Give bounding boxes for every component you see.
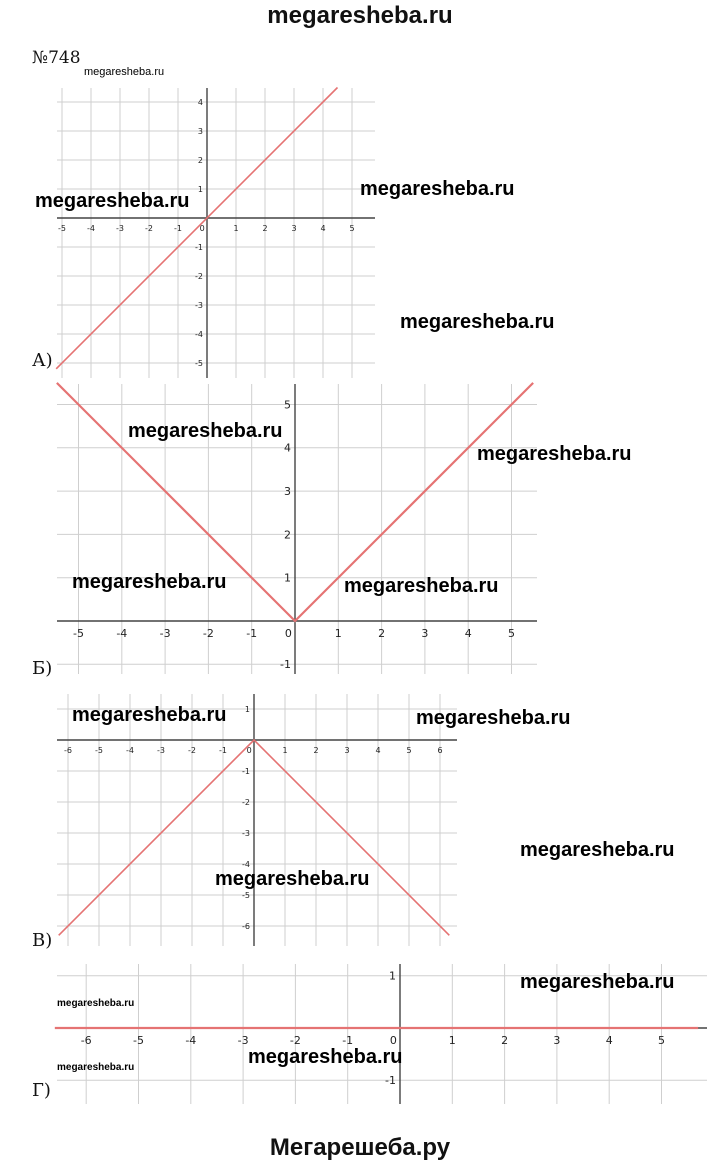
- x-tick-label: 2: [262, 224, 268, 233]
- x-tick-label: -4: [87, 224, 95, 233]
- y-tick-label: 1: [389, 969, 396, 983]
- watermark: megaresheba.ru: [400, 311, 555, 333]
- watermark: megaresheba.ru: [248, 1046, 403, 1068]
- watermark: megaresheba.ru: [360, 178, 515, 200]
- problem-number: №748: [32, 48, 81, 68]
- x-tick-label: -6: [64, 746, 72, 755]
- x-tick-label: -1: [219, 746, 227, 755]
- y-tick-label: 2: [284, 528, 291, 542]
- x-tick-label: -2: [202, 627, 214, 640]
- y-tick-label: -3: [242, 828, 250, 838]
- x-tick-label: 3: [291, 224, 297, 233]
- x-tick-label: -2: [289, 1034, 301, 1047]
- x-tick-label: 5: [508, 627, 515, 640]
- x-tick-label: -2: [145, 224, 153, 233]
- watermark: megaresheba.ru: [57, 998, 135, 1009]
- chart-b-label: Б): [32, 658, 53, 679]
- x-tick-label: 3: [421, 627, 429, 640]
- x-tick-label: 1: [282, 746, 288, 755]
- chart-d-label: Г): [32, 1080, 51, 1101]
- watermark: megaresheba.ru: [84, 66, 165, 78]
- watermark: megaresheba.ru: [416, 707, 571, 729]
- y-tick-label: 2: [197, 155, 203, 165]
- site-header-title: megaresheba.ru: [267, 2, 453, 29]
- watermark: megaresheba.ru: [35, 190, 190, 212]
- y-tick-label: -2: [242, 797, 250, 807]
- x-tick-label: 4: [605, 1034, 613, 1047]
- y-tick-label: -1: [242, 766, 250, 776]
- y-tick-label: 4: [284, 441, 291, 455]
- x-tick-label: -3: [159, 627, 171, 640]
- y-tick-label: -6: [242, 921, 250, 931]
- y-tick-label: -5: [242, 890, 250, 900]
- site-footer-title: Мегарешеба.ру: [269, 1134, 451, 1161]
- x-tick-label: 2: [313, 746, 319, 755]
- chart-c: [57, 694, 457, 946]
- y-tick-label: 1: [284, 571, 291, 585]
- x-tick-label: -4: [116, 627, 128, 640]
- watermark: megaresheba.ru: [72, 704, 227, 726]
- x-tick-label: 3: [553, 1034, 561, 1047]
- x-tick-label: 5: [349, 224, 355, 233]
- y-tick-label: -2: [195, 271, 203, 281]
- x-tick-label: 1: [233, 224, 239, 233]
- y-tick-label: -4: [195, 329, 203, 339]
- x-tick-label: -3: [157, 746, 165, 755]
- x-tick-label: -5: [95, 746, 103, 755]
- watermark: megaresheba.ru: [520, 971, 675, 993]
- x-tick-label: 6: [437, 746, 443, 755]
- x-tick-label: -2: [188, 746, 196, 755]
- y-tick-label: 1: [244, 704, 250, 714]
- x-tick-label: -6: [80, 1034, 92, 1047]
- x-tick-label: 1: [334, 627, 342, 640]
- x-tick-label: 4: [464, 627, 472, 640]
- x-tick-label: 0: [284, 627, 292, 640]
- y-tick-label: -4: [242, 859, 250, 869]
- watermark: megaresheba.ru: [520, 839, 675, 861]
- x-tick-label: 3: [344, 746, 350, 755]
- y-tick-label: 5: [284, 398, 291, 412]
- watermark: megaresheba.ru: [72, 571, 227, 593]
- y-tick-label: -3: [195, 300, 203, 310]
- y-tick-label: -1: [280, 658, 291, 672]
- x-tick-label: -4: [126, 746, 134, 755]
- x-tick-label: 5: [658, 1034, 665, 1047]
- y-tick-label: -1: [385, 1074, 396, 1088]
- x-tick-label: 0: [199, 224, 205, 233]
- x-tick-label: -1: [246, 627, 258, 640]
- y-tick-label: -5: [195, 358, 203, 368]
- x-tick-label: -3: [116, 224, 124, 233]
- x-tick-label: -1: [342, 1034, 354, 1047]
- y-tick-label: 4: [197, 97, 203, 107]
- x-tick-label: -4: [185, 1034, 197, 1047]
- x-tick-label: 0: [389, 1034, 397, 1047]
- chart-a: [57, 88, 375, 378]
- y-tick-label: 3: [284, 484, 291, 498]
- x-tick-label: 4: [320, 224, 326, 233]
- y-tick-label: -1: [195, 242, 203, 252]
- x-tick-label: 1: [448, 1034, 456, 1047]
- x-tick-label: -3: [237, 1034, 249, 1047]
- x-tick-label: -5: [133, 1034, 144, 1047]
- x-tick-label: 2: [378, 627, 386, 640]
- watermark: megaresheba.ru: [477, 443, 632, 465]
- watermark: megaresheba.ru: [215, 868, 370, 890]
- chart-a-label: А): [32, 350, 53, 371]
- y-tick-label: 3: [197, 126, 203, 136]
- x-tick-label: -1: [174, 224, 182, 233]
- x-tick-label: 0: [246, 746, 252, 755]
- x-tick-label: -5: [73, 627, 84, 640]
- y-tick-label: 1: [197, 184, 203, 194]
- watermark: megaresheba.ru: [57, 1062, 135, 1073]
- x-tick-label: -5: [58, 224, 66, 233]
- chart-c-label: В): [32, 930, 53, 951]
- x-tick-label: 4: [375, 746, 381, 755]
- x-tick-label: 2: [501, 1034, 509, 1047]
- watermark: megaresheba.ru: [128, 420, 283, 442]
- watermark: megaresheba.ru: [344, 575, 499, 597]
- x-tick-label: 5: [406, 746, 412, 755]
